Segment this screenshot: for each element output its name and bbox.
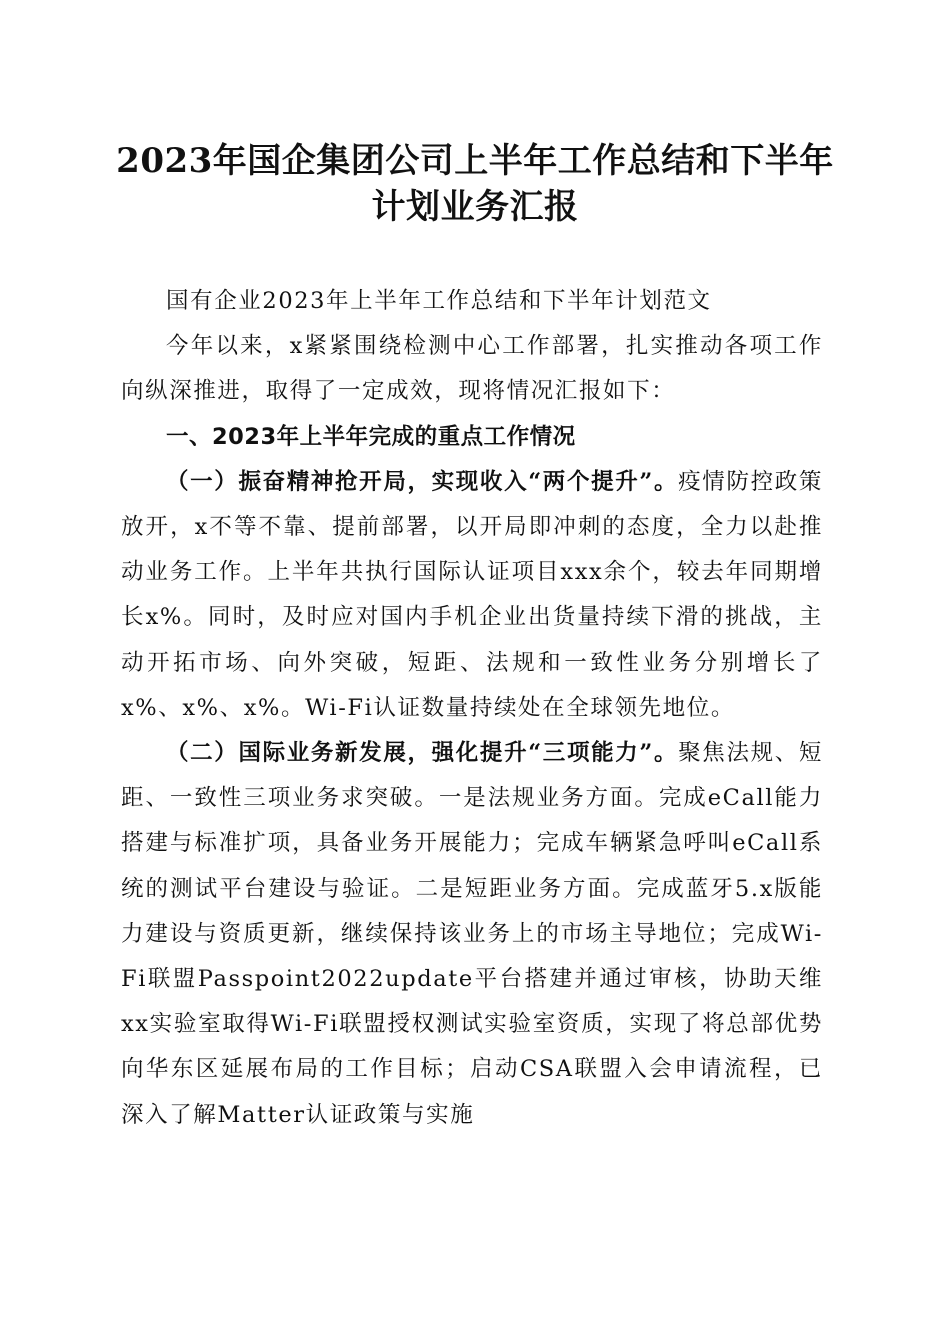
paragraph-two [121,731,823,1138]
paragraph-two-text: 聚焦法规、短距、一致性三项业务求突破。一是法规业务方面。完成eCall能力搭建与标准扩项，具备业务开展能力；完成车辆紧急呼叫eCall系统的测试平台建设与验证。二是短距业务方面。完成蓝牙5.x版能力建设与资质更新，继续保持该业务上的市场主导地位；完成Wi-Fi联盟Passpoint2022update平台搭建并通过审核，协助天维xx实验室取得Wi-Fi联盟授权测试实验室资质，实现了将总部优势向华东区延展布局的工作目标；启动CSA联盟入会申请流程，已深入了解Matter认证政策与实施 [121,740,823,1128]
paragraph-two-lead: （二）国际业务新发展，强化提升“三项能力”。 [166,740,679,767]
paragraph-one-text: 疫情防控政策放开，x不等不靠、提前部署，以开局即冲刺的态度，全力以赴推动业务工作。上半年共执行国际认证项目xxx余个，较去年同期增长x%。同时，及时应对国内手机企业出货量持续下滑的挑战，主动开拓市场、向外突破，短距、法规和一致性业务分别增长了x%、x%、x%。Wi-Fi认证数量持续处在全球领先地位。 [121,468,823,721]
document-title: 2023年国企集团公司上半年工作总结和下半年计划业务汇报 [116,141,834,227]
intro-paragraph: 今年以来，x紧紧围绕检测中心工作部署，扎实推动各项工作向纵深推进，取得了一定成效，现将情况汇报如下： [121,333,823,405]
subtitle-paragraph: 国有企业2023年上半年工作总结和下半年计划范文 [166,288,712,314]
paragraph-one [121,460,823,731]
paragraph-one-lead: （一）振奋精神抢开局，实现收入“两个提升”。 [166,468,679,495]
section-heading: 一、2023年上半年完成的重点工作情况 [166,423,576,450]
document-body [121,279,823,1138]
